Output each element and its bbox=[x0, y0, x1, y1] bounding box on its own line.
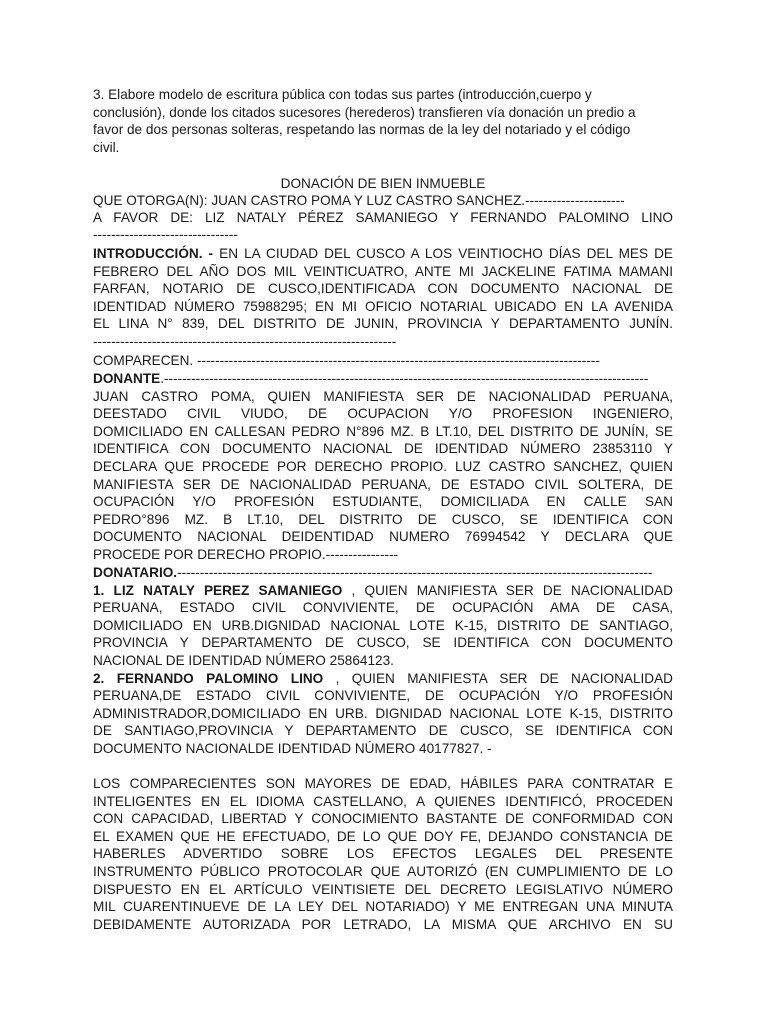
introduction-section bbox=[93, 245, 673, 351]
donante-label: DONANTE bbox=[93, 371, 161, 386]
donante-line: MANIFIESTA SER DE NACIONALIDAD PERUANA, DE ESTADO CIVIL SOLTERA, DE bbox=[93, 476, 673, 492]
closing-section bbox=[93, 775, 673, 933]
closing-line: INSTRUMENTO PÚBLICO PROTOCOLAR QUE AUTORIZÓ (EN CUMPLIMIENTO DE LO bbox=[93, 863, 673, 879]
donante-dashes: .----------------------------------------------------------------------------------------------------------- bbox=[160, 371, 649, 386]
prompt-line: favor de dos personas solteras, respetando las normas de la ley del notariado y el código bbox=[93, 122, 631, 138]
donatario-line: PERUANA,DE ESTADO CIVIL CONVIVIENTE, DE OCUPACIÓN Y/O PROFESIÓN bbox=[93, 688, 673, 704]
comparecen-heading: COMPARECEN. ----------------------------------------------------------------------------------------- bbox=[93, 353, 600, 368]
donatario-line: , QUIEN MANIFIESTA SER DE NACIONALIDAD bbox=[323, 670, 673, 686]
donatario-line: , QUIEN MANIFIESTA SER DE NACIONALIDAD bbox=[342, 582, 673, 598]
donante-line: PEDRO°896 MZ. B LT.10, DEL DISTRITO DE CUSCO, SE IDENTIFICA CON bbox=[93, 511, 673, 527]
closing-line: INTELIGENTES EN EL IDIOMA CASTELLANO, A QUIENES IDENTIFICÓ, PROCEDEN bbox=[93, 793, 673, 809]
donante-line: DOCUMENTO NACIONAL DEIDENTIDAD NUMERO 76994542 Y DECLARA QUE bbox=[93, 529, 673, 545]
prompt-line: conclusión), donde los citados sucesores (herederos) transfieren vía donación un predio a bbox=[93, 104, 636, 120]
donante-line: JUAN CASTRO POMA, QUIEN MANIFIESTA SER DE NACIONALIDAD PERUANA, bbox=[93, 388, 673, 404]
intro-line: IDENTIDAD NÚMERO 75988295; EN MI OFICIO NOTARIAL UBICADO EN LA AVENIDA bbox=[93, 298, 673, 314]
deed-a-favor: A FAVOR DE: LIZ NATALY PÉREZ SAMANIEGO Y FERNANDO PALOMINO LINO bbox=[93, 210, 673, 225]
intro-line: FARFAN, NOTARIO DE CUSCO,IDENTIFICADA CON DOCUMENTO NACIONAL DE bbox=[93, 281, 673, 297]
closing-line: MIL CUARENTINUEVE DE LA LEY DEL NOTARIADO) Y ME ENTREGAN UNA MINUTA bbox=[93, 899, 673, 915]
donante-line: DECLARA QUE PROCEDE POR DERECHO PROPIO. LUZ CASTRO SANCHEZ, QUIEN bbox=[93, 458, 673, 474]
intro-dashes: ------------------------------------------------------------------- bbox=[93, 333, 397, 349]
donante-line: DOMICILIADO EN CALLESAN PEDRO N°896 MZ. B LT.10, DEL DISTRITO DE JUNÍN, SE bbox=[93, 423, 673, 439]
donatario-line: PROVINCIA Y DEPARTAMENTO DE CUSCO, SE IDENTIFICA CON DOCUMENTO bbox=[93, 635, 673, 651]
closing-line: EL EXAMEN QUE HE EFECTUADO, DE LO QUE DOY FE, DEJANDO CONSTANCIA DE bbox=[93, 828, 673, 844]
closing-line: HABERLES ADVERTIDO SOBRE LOS EFECTOS LEGALES DEL PRESENTE bbox=[93, 846, 673, 862]
donatario-line: ADMINISTRADOR,DOMICILIADO EN URB. DIGNIDAD NACIONAL LOTE K-15, DISTRITO bbox=[93, 705, 673, 721]
donante-section bbox=[93, 370, 673, 564]
deed-a-favor-dashes: -------------------------------- bbox=[93, 227, 238, 242]
closing-line: CON CAPACIDAD, LIBERTAD Y CONOCIMIENTO BASTANTE DE CONFORMIDAD CON bbox=[93, 811, 673, 827]
donatario-line: NACIONAL DE IDENTIDAD NÚMERO 25864123. bbox=[93, 652, 394, 668]
donatario-line: DOCUMENTO NACIONALDE IDENTIDAD NÚMERO 40177827. - bbox=[93, 740, 492, 756]
donatario-2-name: 2. FERNANDO PALOMINO LINO bbox=[93, 670, 324, 686]
introduction-label: INTRODUCCIÓN. - bbox=[93, 246, 214, 261]
donatario-section bbox=[93, 564, 673, 758]
intro-line: EL LINA N° 839, DEL DISTRITO DE JUNIN, PROVINCIA Y DEPARTAMENTO JUNÍN. bbox=[93, 316, 673, 332]
donatario-line: DOMICILIADO EN URB.DIGNIDAD NACIONAL LOTE K-15, DISTRITO DE SANTIAGO, bbox=[93, 617, 673, 633]
donatario-line: PERUANA, ESTADO CIVIL CONVIVIENTE, DE OCUPACIÓN AMA DE CASA, bbox=[93, 600, 673, 616]
assignment-prompt bbox=[93, 86, 673, 156]
intro-line: EN LA CIUDAD DEL CUSCO A LOS VEINTIOCHO DÍAS DEL MES DE bbox=[213, 246, 674, 261]
donante-line: OCUPACIÓN Y/O PROFESIÓN ESTUDIANTE, DOMICILIADA EN CALLE SAN bbox=[93, 494, 673, 510]
closing-line: DEBIDAMENTE AUTORIZADA POR LETRADO, LA MISMA QUE ARCHIVO EN SU bbox=[93, 916, 673, 932]
donatario-line: DE SANTIAGO,PROVINCIA Y DEPARTAMENTO DE CUSCO, SE IDENTIFICA CON bbox=[93, 723, 673, 739]
donatario-1-name: 1. LIZ NATALY PEREZ SAMANIEGO bbox=[93, 582, 343, 598]
intro-line: FEBRERO DEL AÑO DOS MIL VEINTICUATRO, ANTE MI JACKELINE FATIMA MAMANI bbox=[93, 263, 673, 279]
donante-line: DEESTADO CIVIL VIUDO, DE OCUPACION Y/O PROFESION INGENIERO, bbox=[93, 406, 673, 422]
donatario-label: DONATARIO. bbox=[93, 565, 178, 580]
deed-otorga: QUE OTORGA(N): JUAN CASTRO POMA Y LUZ CASTRO SANCHEZ.---------------------- bbox=[93, 193, 625, 208]
prompt-line: 3. Elabore modelo de escritura pública con todas sus partes (introducción,cuerpo y bbox=[93, 87, 592, 102]
donante-line: IDENTIFICA CON DOCUMENTO NACIONAL DE IDENTIDAD NÚMERO 23853110 Y bbox=[93, 441, 673, 457]
donatario-dashes: --------------------------------------------------------------------------------------------------------- bbox=[177, 565, 653, 580]
donante-line: PROCEDE POR DERECHO PROPIO.---------------- bbox=[93, 546, 399, 562]
closing-line: DISPUESTO EN EL ARTÍCULO VEINTISIETE DEL DECRETO LEGISLATIVO NÚMERO bbox=[93, 881, 673, 897]
deed-title: DONACIÓN DE BIEN INMUEBLE bbox=[280, 176, 486, 191]
closing-line: LOS COMPARECIENTES SON MAYORES DE EDAD, HÁBILES PARA CONTRATAR E bbox=[93, 776, 673, 791]
prompt-line: civil. bbox=[93, 139, 120, 155]
